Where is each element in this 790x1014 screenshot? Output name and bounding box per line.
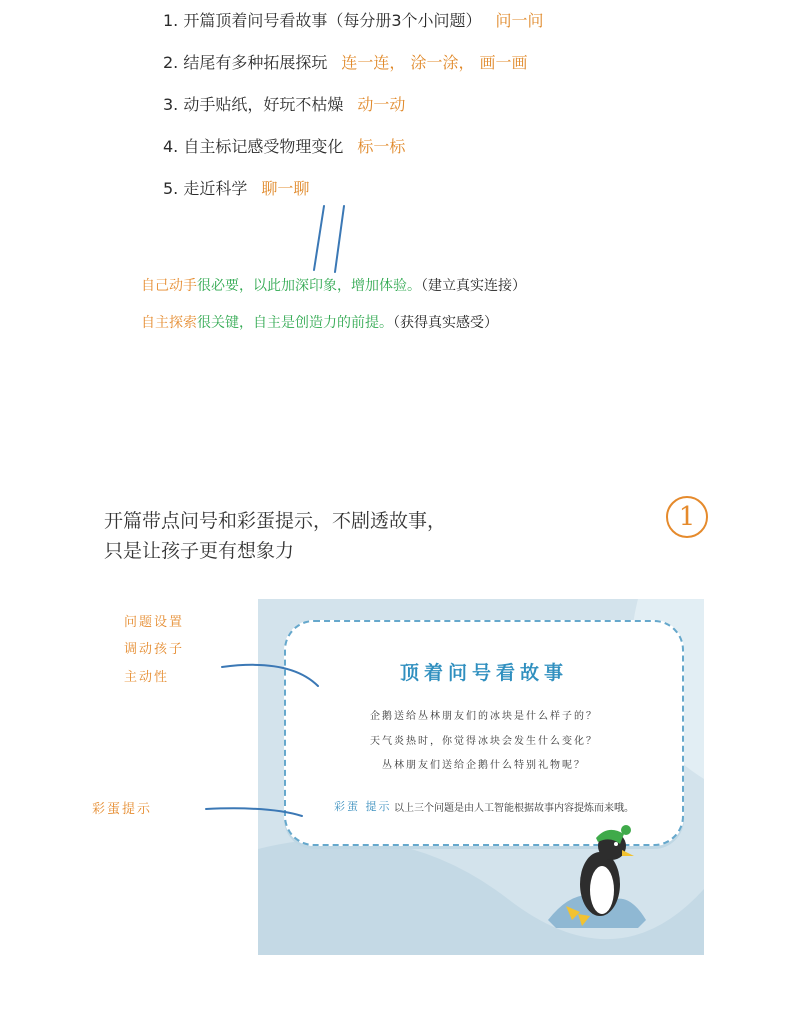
feature-tag: 问一问 <box>495 11 544 30</box>
note-body: 很必要，以此加深印象，增加体验。 <box>197 278 421 294</box>
card-question: 企鹅送给丛林朋友们的冰块是什么样子的？ <box>370 711 598 722</box>
note-body: 很关键，自主是创造力的前提。 <box>197 315 393 331</box>
feature-tag: 聊一聊 <box>261 179 310 198</box>
card-title: 顶着问号看故事 <box>399 662 568 684</box>
note-keyword: 自己动手 <box>141 278 197 294</box>
side-label: 调动孩子 <box>124 642 185 657</box>
side-label: 问题设置 <box>124 615 185 630</box>
question-card <box>284 620 684 846</box>
feature-text: 4. 自主标记感受物理变化 <box>163 137 344 156</box>
card-question: 天气炎热时，你觉得冰块会发生什么变化？ <box>370 736 598 747</box>
side-label: 彩蛋提示 <box>92 802 153 817</box>
intro-line: 开篇带点问号和彩蛋提示，不剧透故事， <box>104 510 447 532</box>
connector-lines <box>300 200 360 280</box>
feature-tag: 标一标 <box>357 137 406 156</box>
hint-label: 彩蛋 提示 <box>334 800 392 813</box>
note-line-1 <box>141 275 526 295</box>
section-number-badge: 1 <box>666 496 708 538</box>
note-aside: （建立真实连接） <box>421 278 526 294</box>
feature-item <box>163 92 544 134</box>
feature-item <box>163 50 544 92</box>
feature-tag: 连一连， 涂一涂， 画一画 <box>341 53 528 72</box>
side-label: 主动性 <box>124 670 170 685</box>
feature-text: 2. 结尾有多种拓展探玩 <box>163 53 328 72</box>
feature-tag: 动一动 <box>357 95 406 114</box>
hint-text: 以上三个问题是由人工智能根据故事内容提炼而来哦。 <box>394 803 634 814</box>
intro-text <box>104 506 446 566</box>
pointer-lines <box>200 650 330 830</box>
feature-text: 5. 走近科学 <box>163 179 248 198</box>
intro-line: 只是让孩子更有想象力 <box>104 540 295 562</box>
note-line-2 <box>141 312 498 332</box>
card-question: 丛林朋友们送给企鹅什么特别礼物呢？ <box>382 760 586 771</box>
feature-text: 3. 动手贴纸，好玩不枯燥 <box>163 95 344 114</box>
feature-list <box>163 8 544 218</box>
feature-item <box>163 134 544 176</box>
feature-item <box>163 8 544 50</box>
note-keyword: 自主探索 <box>141 315 197 331</box>
feature-text: 1. 开篇顶着问号看故事（每分册3个小问题） <box>163 11 482 30</box>
note-aside: （获得真实感受） <box>393 315 498 331</box>
penguin-illustration <box>538 820 650 932</box>
